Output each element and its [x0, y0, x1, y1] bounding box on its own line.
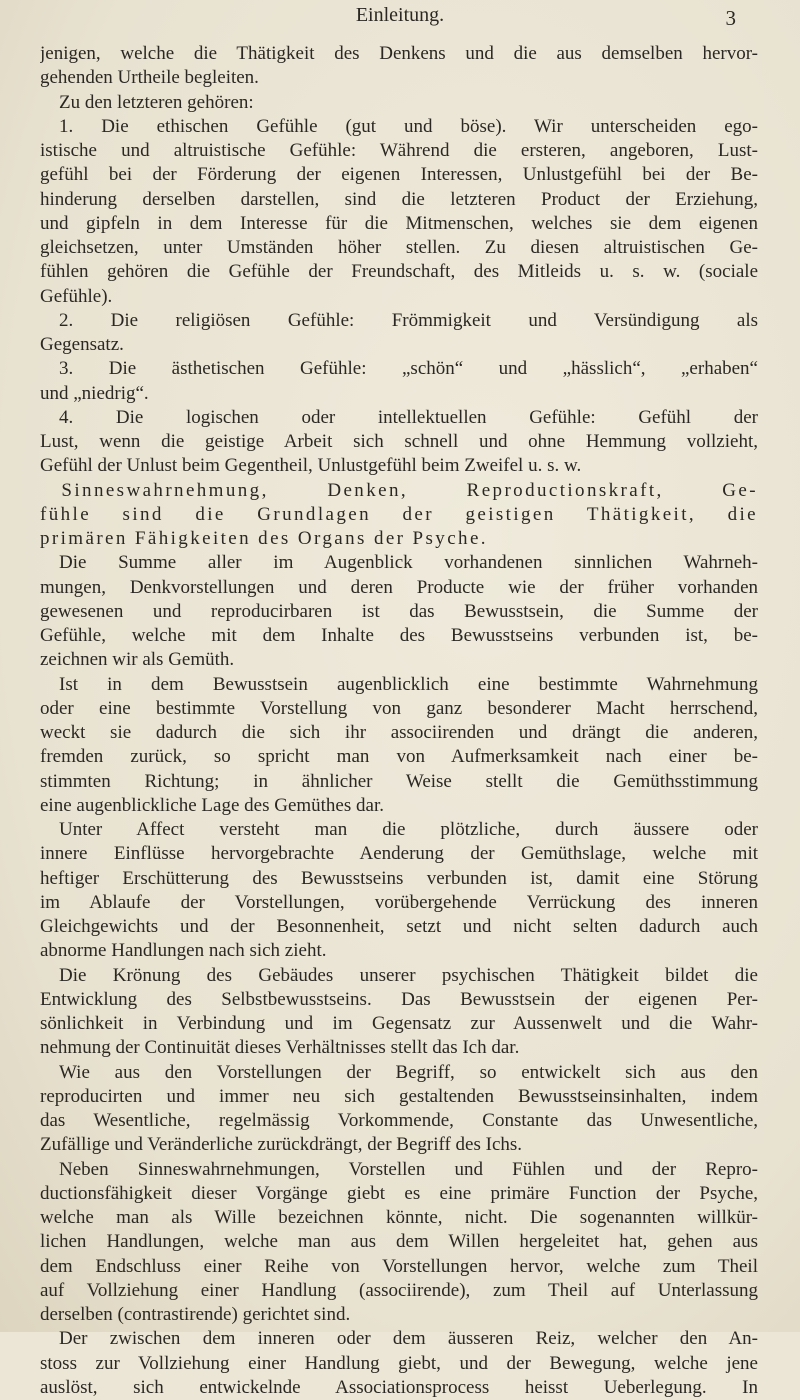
text-line: stimmten Richtung; in ähnlicher Weise stellt die Gemüthsstimmung	[40, 770, 758, 792]
text-line: gehenden Urtheile begleiten.	[40, 67, 259, 89]
text-line: welche man als Wille bezeichnen könnte, nicht. Die sogenannten willkür-	[40, 1207, 758, 1228]
body-text	[40, 42, 758, 1400]
text-line: primären Fähigkeiten des Organs der Psyche.	[40, 528, 488, 549]
text-line: sönlichkeit in Verbindung und im Gegensatz zur Aussenwelt und die Wahr-	[40, 1013, 758, 1034]
text-line: eine augenblickliche Lage des Gemüthes dar.	[40, 794, 384, 816]
text-line: Der zwischen dem inneren oder dem äusseren Reiz, welcher den An-	[40, 1328, 758, 1350]
text-line: Die Krönung des Gebäudes unserer psychischen Thätigkeit bildet die	[40, 964, 758, 986]
text-line: fremden zurück, so spricht man von Aufmerksamkeit nach einer be-	[40, 746, 758, 768]
text-line: Lust, wenn die geistige Arbeit sich schnell und ohne Hemmung vollzieht,	[40, 431, 758, 452]
text-line: Gefühle).	[40, 285, 113, 307]
text-line: auslöst, sich entwickelnde Associationsprocess heisst Ueberlegung. In	[40, 1376, 758, 1398]
text-line: gefühl bei der Förderung der eigenen Interessen, Unlustgefühl bei der Be-	[40, 164, 758, 186]
text-line: fühle sind die Grundlagen der geistigen Thätigkeit, die	[40, 503, 758, 525]
text-line: und gipfeln in dem Interesse für die Mitmenschen, welches sie dem eigenen	[40, 212, 758, 234]
text-line: 4. Die logischen oder intellektuellen Gefühle: Gefühl der	[40, 406, 758, 428]
text-line: Wie aus den Vorstellungen der Begriff, so entwickelt sich aus den	[40, 1061, 758, 1083]
text-line: lichen Handlungen, welche man aus dem Willen hergeleitet hat, gehen aus	[40, 1231, 758, 1253]
page-number: 3	[725, 6, 736, 30]
running-head	[0, 4, 800, 32]
text-line: istische und altruistische Gefühle: Während die ersteren, angeboren, Lust-	[40, 140, 758, 161]
text-line: Sinneswahrnehmung, Denken, Reproductionskraft, Ge-	[40, 479, 758, 501]
text-line: Unter Affect versteht man die plötzliche, durch äussere oder	[40, 819, 758, 840]
text-line: nehmung der Continuität dieses Verhältnisses stellt das Ich dar.	[40, 1037, 520, 1059]
text-line: Gegensatz.	[40, 334, 124, 355]
text-line: 3. Die ästhetischen Gefühle: „schön“ und „hässlich“, „erhaben“	[40, 358, 758, 380]
text-line: dem Endschluss einer Reihe von Vorstellungen hervor, welche zum Theil	[40, 1255, 758, 1277]
text-line: heftiger Erschütterung des Bewusstseins verbunden ist, damit eine Störung	[40, 867, 758, 889]
text-line: Zufällige und Veränderliche zurückdrängt, der Begriff des Ichs.	[40, 1134, 523, 1156]
text-line: das Wesentliche, regelmässig Vorkommende, Constante das Unwesentliche,	[40, 1110, 758, 1131]
text-line: Neben Sinneswahrnehmungen, Vorstellen und Fühlen und der Repro-	[40, 1158, 758, 1180]
text-line: Gefühl der Unlust beim Gegentheil, Unlustgefühl beim Zweifel u. s. w.	[40, 455, 582, 477]
text-line: Gefühle, welche mit dem Inhalte des Bewusstseins verbunden ist, be-	[40, 625, 758, 646]
text-line: Die Summe aller im Augenblick vorhandenen sinnlichen Wahrneh-	[40, 552, 758, 574]
text-line: mungen, Denkvorstellungen und deren Producte wie der früher vorhanden	[40, 576, 758, 598]
text-line: innere Einflüsse hervorgebrachte Aenderung der Gemüthslage, welche mit	[40, 843, 758, 865]
text-line: gleichsetzen, unter Umständen höher stellen. Zu diesen altruistischen Ge-	[40, 237, 758, 258]
text-line: weckt sie dadurch die sich ihr associirenden und drängt die anderen,	[40, 722, 758, 743]
text-line: ductionsfähigkeit dieser Vorgänge giebt es eine primäre Function der Psyche,	[40, 1182, 758, 1204]
text-line: stoss zur Vollziehung einer Handlung giebt, und der Bewegung, welche jene	[40, 1352, 758, 1374]
text-line: 2. Die religiösen Gefühle: Frömmigkeit und Versündigung als	[40, 309, 758, 331]
text-line: gewesenen und reproducirbaren ist das Bewusstsein, die Summe der	[40, 600, 758, 622]
text-line: jenigen, welche die Thätigkeit des Denkens und die aus demselben hervor-	[40, 43, 758, 64]
text-line: fühlen gehören die Gefühle der Freundschaft, des Mitleids u. s. w. (sociale	[40, 261, 758, 283]
text-line: auf Vollziehung einer Handlung (associirende), zum Theil auf Unterlassung	[40, 1279, 758, 1301]
text-line: zeichnen wir als Gemüth.	[40, 649, 235, 671]
text-line: 1. Die ethischen Gefühle (gut und böse). Wir unterscheiden ego-	[40, 115, 758, 137]
text-line: abnorme Handlungen nach sich zieht.	[40, 940, 327, 962]
text-line: und „niedrig“.	[40, 382, 149, 404]
text-line: im Ablaufe der Vorstellungen, vorübergehende Verrückung des inneren	[40, 891, 758, 913]
text-line: reproducirten und immer neu sich gestaltenden Bewusstseinsinhalten, indem	[40, 1085, 758, 1107]
text-line: Zu den letzteren gehören:	[40, 91, 254, 113]
text-line: hinderung derselben darstellen, sind die letzteren Product der Erziehung,	[40, 188, 758, 210]
text-line: Ist in dem Bewusstsein augenblicklich eine bestimmte Wahrnehmung	[40, 673, 758, 695]
text-line: oder eine bestimmte Vorstellung von ganz besonderer Macht herrschend,	[40, 697, 758, 719]
text-line: derselben (contrastirende) gerichtet sind.	[40, 1304, 351, 1325]
text-line: Entwicklung des Selbstbewusstseins. Das Bewusstsein der eigenen Per-	[40, 988, 758, 1010]
running-title: Einleitung.	[355, 4, 445, 26]
text-line: Gleichgewichts und der Besonnenheit, setzt und nicht selten dadurch auch	[40, 916, 758, 937]
